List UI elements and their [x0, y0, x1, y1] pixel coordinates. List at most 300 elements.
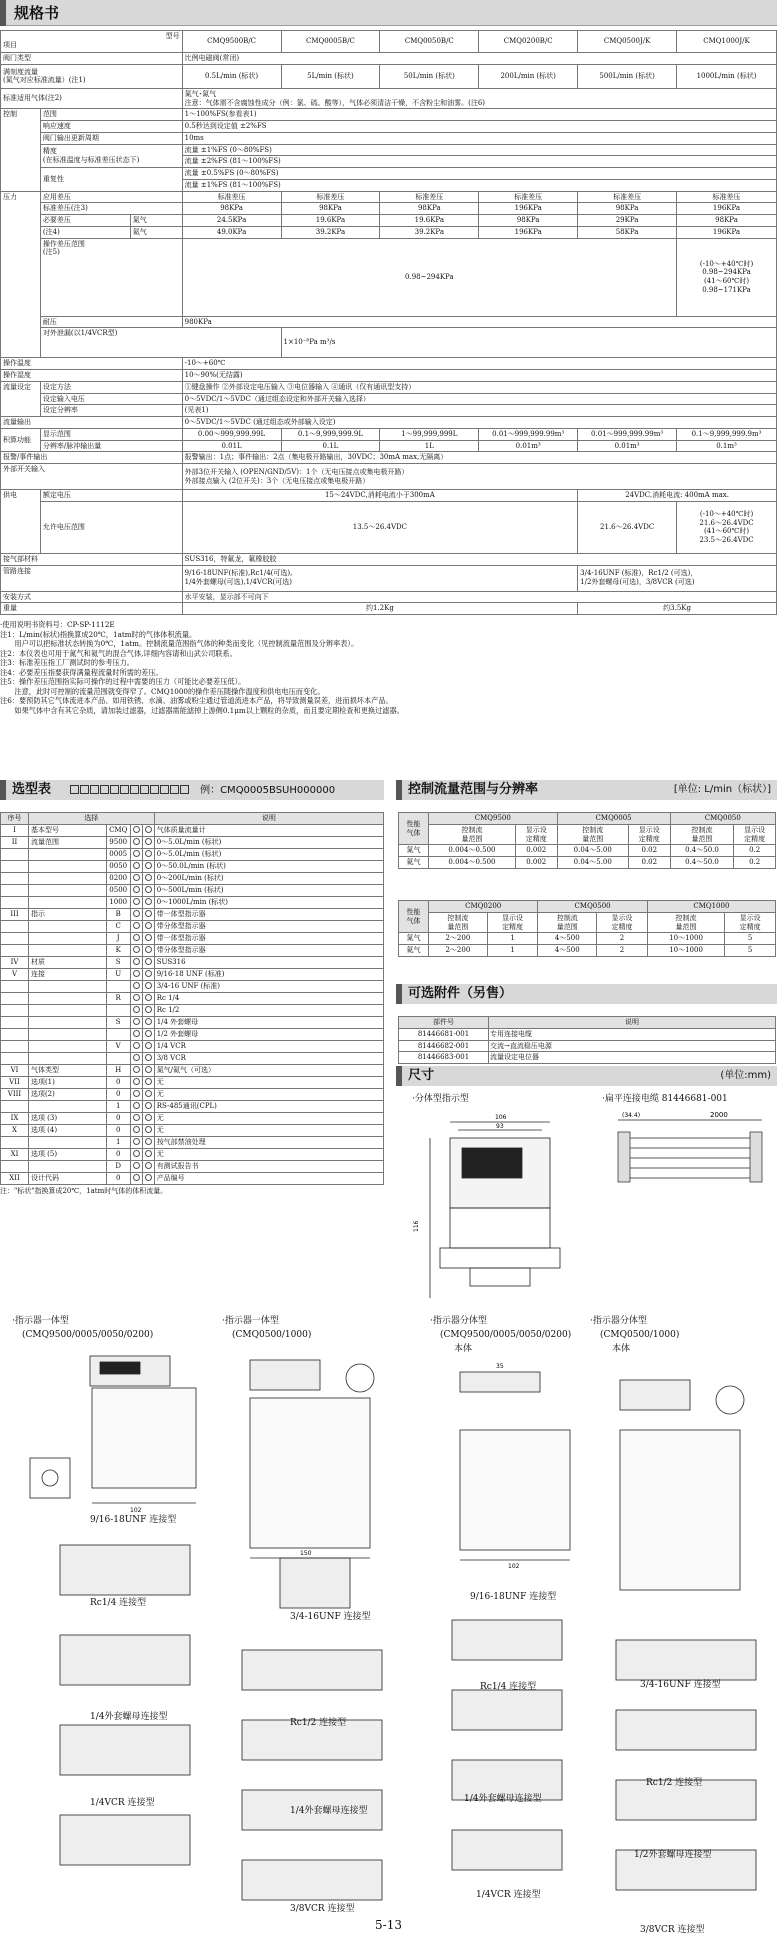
drawing-subtitle: (CMQ0500/1000): [600, 1330, 680, 1340]
sel-circle-cell: [142, 1149, 154, 1161]
sep-indicator-drawing: [410, 1108, 600, 1308]
gas-note: 注意：气体需不含腐蚀性成分（例：氯、硫、酸等），气体必须清洁干燥，不含粉尘和油雾。(注6): [184, 98, 486, 107]
sel-row: [1, 1089, 384, 1101]
option-circle-icon: [145, 922, 152, 929]
sel-cell: 流量范围: [28, 837, 106, 849]
conn-views-col3: [432, 1600, 582, 1900]
sel-cell: [28, 933, 106, 945]
range-head-line: 量范围: [691, 834, 713, 843]
range-head: [538, 912, 597, 933]
range-row: [399, 845, 776, 857]
control-range-title-text: 控制流量范围与分辨率: [408, 782, 539, 797]
sel-circle-cell: [142, 885, 154, 897]
control-range-t1: [398, 812, 776, 869]
acc-desc: 专用连接电缆: [489, 1028, 776, 1040]
control-range-t2: [398, 900, 776, 957]
sub-label: 应用差压: [40, 191, 182, 203]
piping-b: [578, 565, 777, 591]
control-range-title: [396, 780, 777, 800]
drawing-title: ·指示器一体型: [222, 1316, 279, 1326]
res-head-line: 定精度: [611, 922, 633, 931]
sel-row: [1, 945, 384, 957]
drawing-body-label: 本体: [454, 1344, 473, 1354]
model-header: CMQ0500J/K: [578, 31, 677, 53]
sel-row: [1, 981, 384, 993]
sel-cell: [1, 1029, 29, 1041]
svg-text:2000: 2000: [710, 1111, 728, 1119]
std-value: 98KPa: [182, 203, 281, 215]
req-he: 49.0KPa: [182, 226, 281, 238]
range-head: [429, 912, 488, 933]
sub-label: 分辨率/脉冲输出量: [40, 440, 182, 452]
range-cell: 氮气: [399, 933, 429, 945]
sel-desc: 1/4 VCR: [154, 1041, 383, 1053]
res-head: [597, 912, 648, 933]
pulse-res: 0.1L: [281, 440, 380, 452]
std-label: 标准差压: [281, 191, 380, 203]
full-flow-label2: (氮气对应标准流量）(注1): [3, 76, 86, 85]
allow-c-line: (41～60℃时): [703, 527, 750, 536]
range-head-line: 控制流: [447, 913, 469, 922]
acc-desc: 流量设定电位器: [489, 1052, 776, 1064]
sel-desc: 带分体型指示器: [154, 945, 383, 957]
option-circle-icon: [145, 1078, 152, 1085]
row-label: 重量: [1, 603, 183, 615]
res-head-line: 显示设: [739, 913, 761, 922]
sel-cell: [1, 1101, 29, 1113]
allow-a: 13.5～26.4VDC: [182, 501, 578, 553]
pulse-res: 0.01m³: [479, 440, 578, 452]
range-cell: 1: [487, 933, 538, 945]
sel-cell: [28, 897, 106, 909]
spec-table: [0, 30, 777, 615]
sel-desc: 9/16-18 UNF (标准): [154, 969, 383, 981]
flow-value: 50L/min (标状): [380, 64, 479, 88]
sel-desc: 0～50.0L/min (标状): [154, 861, 383, 873]
sel-cell: 基本型号: [28, 825, 106, 837]
sel-circle-cell: [142, 933, 154, 945]
row-label: [1, 64, 183, 88]
perf-label: 性能: [406, 819, 421, 828]
res-head: [734, 824, 776, 845]
range-model: CMQ0050: [670, 813, 775, 825]
sel-circle-cell: [142, 993, 154, 1005]
sel-circle-cell: [142, 1029, 154, 1041]
model-label: 型号: [165, 32, 180, 40]
option-circle-icon: [145, 1114, 152, 1121]
ext-line: 外部3位开关输入 (OPEN/GND/5V)：1个（无电压接点或集电极开路）: [184, 467, 409, 476]
sub-value: 流量 ±1%FS (81～100%FS): [182, 179, 776, 191]
allow-c-line: 21.6～26.4VDC: [699, 518, 754, 527]
model-header: CMQ0200B/C: [479, 31, 578, 53]
piping-line: 1/2外套螺母(可选)，3/8VCR (可选): [580, 578, 695, 586]
pulse-res: 1L: [380, 440, 479, 452]
sel-desc: 产品编号: [154, 1173, 383, 1185]
sel-desc: 0～5.0L/min (标状): [154, 837, 383, 849]
sel-cell: [1, 981, 29, 993]
sel-cell: [1, 1041, 29, 1053]
sel-desc: 无: [154, 1089, 383, 1101]
sel-cell: [1, 921, 29, 933]
sel-circle-cell: [130, 1053, 142, 1065]
option-circle-icon: [133, 838, 140, 845]
allow-b: 21.6～26.4VDC: [578, 501, 677, 553]
option-circle-icon: [145, 826, 152, 833]
pulse-res: 0.01L: [182, 440, 281, 452]
integral-small-drawing: [10, 1348, 210, 1518]
sel-circle-cell: [130, 909, 142, 921]
range-head-line: 控制流: [582, 825, 604, 834]
sel-cell: [106, 1053, 130, 1065]
svg-text:102: 102: [130, 1507, 142, 1514]
sub-label: 重复性: [40, 168, 182, 192]
model-example: 例：CMQ0005BSUH000000: [200, 785, 336, 796]
row-value: -10～+60℃: [182, 358, 776, 370]
drawing-title: ·指示器分体型: [590, 1316, 647, 1326]
option-circle-icon: [133, 874, 140, 881]
row-label: 外部开关输入: [1, 464, 183, 490]
option-circle-icon: [133, 994, 140, 1001]
perf-gas-cell: [399, 901, 429, 933]
accuracy-label: 精度: [42, 147, 57, 155]
range-head-line: 控制流: [675, 913, 697, 922]
option-circle-icon: [133, 862, 140, 869]
range-last-line: 0.98~294KPa: [702, 268, 751, 277]
accessories-title: [396, 984, 777, 1004]
res-head-line: 显示设: [744, 825, 766, 834]
svg-text:102: 102: [508, 1563, 520, 1570]
option-circle-icon: [145, 1174, 152, 1181]
sel-circle-cell: [142, 1173, 154, 1185]
sel-cell: H: [106, 1065, 130, 1077]
range-cell: 0.002: [515, 857, 557, 869]
sel-cell: I: [1, 825, 29, 837]
std-value: 98KPa: [578, 203, 677, 215]
note-line: 注1：L/min(标状)指换算成20℃，1atm时的气体体积流量。: [0, 629, 197, 639]
sel-circle-cell: [142, 825, 154, 837]
gas-he: 氦气: [130, 226, 182, 238]
allow-c: [677, 501, 777, 553]
req-he: 58KPa: [578, 226, 677, 238]
range-head: [647, 912, 725, 933]
sel-circle-cell: [142, 957, 154, 969]
conn-label: 1/4外套螺母连接型: [290, 1806, 368, 1816]
sel-row: [1, 873, 384, 885]
sub-label: 允许电压范围: [40, 501, 182, 553]
range-model: CMQ9500: [429, 813, 558, 825]
conn-views-col1: [40, 1525, 210, 1895]
drawing-subtitle: (CMQ0500/1000): [232, 1330, 312, 1340]
std-label: 标准差压: [380, 191, 479, 203]
conn-label: 3/4-16UNF 连接型: [290, 1612, 371, 1622]
sel-row: [1, 1161, 384, 1173]
note-line: 用户可以把标准状态转换为0℃，1atm。控制流量范围指气体的种类而变化（见控制流量范围及分辨率表）。: [0, 639, 359, 648]
option-circle-icon: [145, 1126, 152, 1133]
sel-circle-cell: [130, 1173, 142, 1185]
range-cell: 4～500: [538, 933, 597, 945]
perf-gas-cell: [399, 813, 429, 845]
sub-label: 设定方法: [40, 381, 182, 393]
disp-range: 0.1～9,999,999.9L: [281, 428, 380, 440]
sel-cell: [106, 981, 130, 993]
option-circle-icon: [133, 1102, 140, 1109]
sel-cell: 选项 (4): [28, 1125, 106, 1137]
option-circle-icon: [145, 1090, 152, 1097]
option-circle-icon: [133, 982, 140, 989]
sel-cell: [1, 1053, 29, 1065]
res-head: [725, 912, 776, 933]
sel-cell: [28, 1053, 106, 1065]
sel-cell: [1, 1017, 29, 1029]
sel-cell: 设计代码: [28, 1173, 106, 1185]
acc-part: 81446682-001: [399, 1040, 489, 1052]
sel-cell: [1, 1137, 29, 1149]
sel-cell: [1, 897, 29, 909]
range-cell: 0.02: [628, 857, 670, 869]
std-value: 196KPa: [479, 203, 578, 215]
sel-cell: 0: [106, 1077, 130, 1089]
option-circle-icon: [145, 982, 152, 989]
sel-cell: 选项 (3): [28, 1113, 106, 1125]
sel-row: [1, 1137, 384, 1149]
row-label: 阀门类型: [1, 53, 183, 65]
option-circle-icon: [133, 922, 140, 929]
sel-cell: [1, 873, 29, 885]
sel-row: [1, 1005, 384, 1017]
sel-cell: [28, 1041, 106, 1053]
ext-line: 外部接点输入 (2位开关)：3个（无电压接点或集电极开路）: [184, 476, 370, 485]
sel-cell: 0200: [106, 873, 130, 885]
sel-cell: 1: [106, 1137, 130, 1149]
std-label: 标准差压: [182, 191, 281, 203]
sub-value: ①键盘操作 ②外部设定电压输入 ③电位器输入 ④通讯（仅有通讯型支持）: [182, 381, 776, 393]
sel-cell: K: [106, 945, 130, 957]
sel-circle-cell: [130, 1161, 142, 1173]
sel-cell: 1: [106, 1101, 130, 1113]
sel-circle-cell: [130, 945, 142, 957]
range-cell: 0.2: [734, 857, 776, 869]
sel-cell: [28, 885, 106, 897]
range-cell: 2～200: [429, 945, 488, 957]
sel-circle-cell: [130, 1101, 142, 1113]
sel-cell: 0: [106, 1125, 130, 1137]
sel-circle-cell: [142, 1017, 154, 1029]
option-circle-icon: [133, 910, 140, 917]
option-circle-icon: [133, 1054, 140, 1061]
res-head-line: 定精度: [739, 922, 761, 931]
sel-circle-cell: [130, 1065, 142, 1077]
sel-row: [1, 993, 384, 1005]
sub-label: 耐压: [40, 316, 182, 328]
sub-label: 阀门输出更新周期: [40, 132, 182, 144]
full-flow-label: 满刻度流量: [3, 67, 38, 76]
conn-label: 3/4-16UNF 连接型: [640, 1680, 721, 1690]
sel-cell: III: [1, 909, 29, 921]
range-cell: 5: [725, 933, 776, 945]
acc-part: 81446681-001: [399, 1028, 489, 1040]
piping-a: [182, 565, 578, 591]
conn-label: 1/4外套螺母连接型: [464, 1794, 542, 1804]
sel-cell: 9500: [106, 837, 130, 849]
sel-row: [1, 897, 384, 909]
conn-label: 9/16-18UNF 连接型: [470, 1592, 557, 1602]
flow-value: 200L/min (标状): [479, 64, 578, 88]
sub-label: [40, 238, 182, 316]
sel-cell: XI: [1, 1149, 29, 1161]
disp-range: 0.00～999,999.99L: [182, 428, 281, 440]
option-circle-icon: [145, 1054, 152, 1061]
sel-row: [1, 861, 384, 873]
sub-value: (见表1): [182, 405, 776, 417]
sub-label: 范围: [40, 109, 182, 121]
svg-text:35: 35: [496, 1363, 504, 1370]
sub-label: 显示范围: [40, 428, 182, 440]
sel-desc: 无: [154, 1125, 383, 1137]
range-cell: 0.04～5.00: [557, 857, 628, 869]
drawing-body-label: 本体: [612, 1344, 631, 1354]
sel-circle-cell: [142, 921, 154, 933]
sel-row: [1, 957, 384, 969]
res-head-line: 显示设: [611, 913, 633, 922]
option-circle-icon: [133, 1150, 140, 1157]
sel-desc: 3/8 VCR: [154, 1053, 383, 1065]
row-value: 1×10⁻⁸Pa m³/s: [281, 328, 777, 358]
acc-header: 部件号: [399, 1017, 489, 1029]
conn-label: 3/8VCR 连接型: [290, 1904, 355, 1914]
sel-circle-cell: [130, 921, 142, 933]
conn-label: 9/16-18UNF 连接型: [90, 1515, 177, 1525]
req-n2: 19.6KPa: [281, 215, 380, 227]
range-row: [399, 933, 776, 945]
selection-title-text: 选型表: [12, 782, 52, 797]
range-cell: 2～200: [429, 933, 488, 945]
sel-cell: II: [1, 837, 29, 849]
piping-line: 1/4外套螺母(可选),1/4VCR(可选): [184, 578, 292, 586]
std-label: 标准差压: [479, 191, 578, 203]
sel-row: [1, 1065, 384, 1077]
res-head-line: 定精度: [638, 834, 660, 843]
sel-header: 选择: [28, 813, 154, 825]
model-header: CMQ0005B/C: [281, 31, 380, 53]
conn-label: Rc1/2 连接型: [290, 1718, 347, 1728]
row-label: 流量输出: [1, 417, 183, 429]
option-circle-icon: [145, 910, 152, 917]
sel-row: [1, 921, 384, 933]
range-head: [557, 824, 628, 845]
option-circle-icon: [133, 1114, 140, 1121]
range-model: CMQ1000: [647, 901, 775, 913]
req-he: 196KPa: [479, 226, 578, 238]
model-boxes: [70, 782, 190, 797]
sel-cell: 材质: [28, 957, 106, 969]
conn-label: Rc1/4 连接型: [90, 1598, 147, 1608]
conn-label: 3/8VCR 连接型: [640, 1925, 705, 1935]
option-circle-icon: [133, 946, 140, 953]
sel-desc: 氮气/氦气（可选）: [154, 1065, 383, 1077]
conn-label: 1/2外套螺母连接型: [634, 1850, 712, 1860]
sel-circle-cell: [130, 1005, 142, 1017]
sel-row: [1, 1053, 384, 1065]
sel-cell: 0005: [106, 849, 130, 861]
sel-cell: [28, 1005, 106, 1017]
req-he: 196KPa: [677, 226, 777, 238]
range-head-line: 量范围: [675, 922, 697, 931]
selection-note: 注："标状"指换算成20℃，1atm时气体的体积流量。: [0, 1187, 168, 1195]
row-label: 安装方式: [1, 591, 183, 603]
sel-circle-cell: [142, 909, 154, 921]
option-circle-icon: [133, 1042, 140, 1049]
control-label: 控制: [1, 109, 41, 191]
flow-value: 1000L/min (标状): [677, 64, 777, 88]
range-row: [399, 945, 776, 957]
row-value: 比例电磁阀(常闭): [182, 53, 776, 65]
acc-header: 说明: [489, 1017, 776, 1029]
sel-desc: RS-485通讯(CPL): [154, 1101, 383, 1113]
sel-circle-cell: [142, 861, 154, 873]
range-cell: 0.04～5.00: [557, 845, 628, 857]
sel-circle-cell: [130, 1149, 142, 1161]
sel-cell: [1, 1005, 29, 1017]
sel-row: [1, 849, 384, 861]
sel-cell: C: [106, 921, 130, 933]
gas-value: 氮气･氮气: [184, 89, 217, 98]
sel-cell: [28, 921, 106, 933]
sel-cell: [28, 861, 106, 873]
sel-circle-cell: [130, 957, 142, 969]
option-circle-icon: [133, 934, 140, 941]
accessories-table: [398, 1016, 776, 1064]
res-head-line: 显示设: [525, 825, 547, 834]
sel-cell: 0: [106, 1149, 130, 1161]
option-circle-icon: [145, 838, 152, 845]
sel-circle-cell: [130, 933, 142, 945]
option-circle-icon: [133, 1030, 140, 1037]
sel-cell: VII: [1, 1077, 29, 1089]
conn-label: Rc1/4 连接型: [480, 1682, 537, 1692]
sel-circle-cell: [142, 849, 154, 861]
sel-cell: 0500: [106, 885, 130, 897]
sel-cell: IV: [1, 957, 29, 969]
option-circle-icon: [145, 1138, 152, 1145]
perf-label: 性能: [406, 907, 421, 916]
disp-range: 0.01～999,999.99m³: [479, 428, 578, 440]
drawing-title: ·指示器一体型: [12, 1316, 69, 1326]
dimensions-unit: (单位:mm): [720, 1070, 771, 1081]
sel-desc: 0～200L/min (标状): [154, 873, 383, 885]
range-cell: 氦气: [399, 857, 429, 869]
sel-cell: S: [106, 1017, 130, 1029]
sel-cell: 选项 (5): [28, 1149, 106, 1161]
sep-large-body-drawing: [590, 1360, 775, 1600]
sel-cell: S: [106, 957, 130, 969]
sel-cell: [28, 945, 106, 957]
sel-cell: VI: [1, 1065, 29, 1077]
option-circle-icon: [133, 898, 140, 905]
flow-value: 500L/min (标状): [578, 64, 677, 88]
flat-cable-drawing: [600, 1108, 776, 1218]
sel-desc: 0～500L/min (标状): [154, 885, 383, 897]
model-header: CMQ9500B/C: [182, 31, 281, 53]
sel-cell: [28, 849, 106, 861]
sel-circle-cell: [142, 1005, 154, 1017]
sel-desc: 0～5.0L/min (标状): [154, 849, 383, 861]
sub-value: 流量 ±1%FS (0～80%FS): [182, 144, 776, 156]
sel-row: [1, 1101, 384, 1113]
sel-cell: [1, 885, 29, 897]
accessories-wrapper: [398, 1016, 776, 1064]
option-circle-icon: [133, 1138, 140, 1145]
res-head-line: 定精度: [502, 922, 524, 931]
